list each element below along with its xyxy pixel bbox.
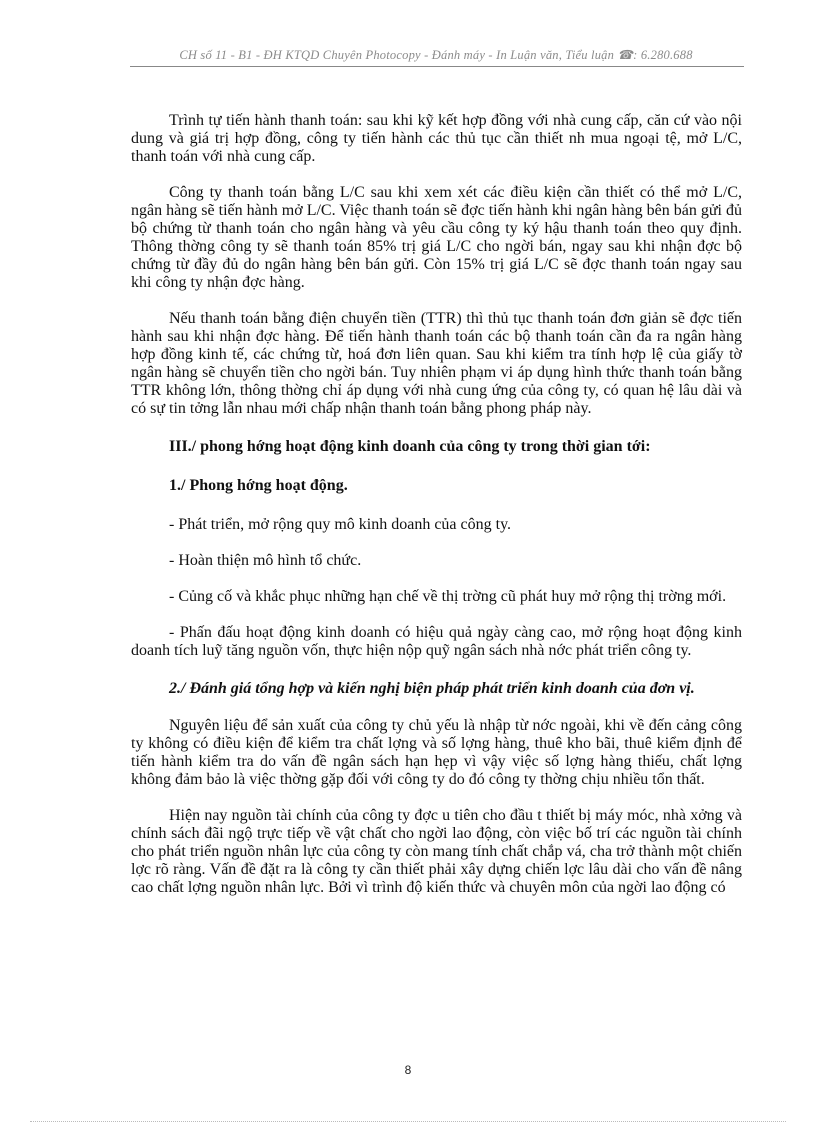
header-rule (130, 66, 744, 67)
document-body (131, 112, 742, 897)
paragraph-materials: Nguyên liệu để sản xuất của công ty chủ yếu là nhập từ nớc ngoài, khi về đến cảng công ty không có điều kiện để kiểm tra chất lợng và số lợng hàng, thuê kho bãi, thuê kiểm định để tiến hành kiểm tra do vấn đề ngân sách hạn hẹp vì vậy việc số lợng hàng thiếu, chất lợng không đảm bảo là việc thờng gặp đối với công ty do đó công ty thờng chịu nhiều tổn thất. (131, 717, 742, 788)
paragraph-finance: Hiện nay nguồn tài chính của công ty đợc u tiên cho đầu t thiết bị máy móc, nhà xởng và chính sách đãi ngộ trực tiếp về vật chất cho ngời lao động, còn việc bố trí các nguồn tài chính cho phát triển nguồn nhân lực của công ty còn mang tính chất chắp vá, cha trở thành một chiến lợc rõ ràng. Vấn đề đặt ra là công ty cần thiết phải xây dựng chiến lợc lâu dài cho vấn đề nâng cao chất lợng nguồn nhân lực. Bởi vì trình độ kiến thức và chuyên môn của ngời lao động có (131, 807, 742, 896)
list-item-market: - Củng cố và khắc phục những hạn chế về thị trờng cũ phát huy mở rộng thị trờng mới. (169, 588, 727, 605)
subsection-heading-2: 2./ Đánh giá tổng hợp và kiến nghị biện pháp phát triển kinh doanh của đơn vị. (169, 680, 695, 697)
paragraph-payment-procedure: Trình tự tiến hành thanh toán: sau khi kỹ kết hợp đồng với nhà cung cấp, căn cứ vào nội dung và giá trị hợp đồng, công ty tiến hành các thủ tục cần thiết nh mua ngoại tệ, mở L/C, thanh toán với nhà cung cấp. (131, 112, 742, 165)
list-item-organization: - Hoàn thiện mô hình tổ chức. (169, 552, 362, 569)
paragraph-ttr-payment: Nếu thanh toán bằng điện chuyển tiền (TTR) thì thủ tục thanh toán đơn giản sẽ đợc tiến hành sau khi nhận đợc hàng. Để tiến hành thanh toán các bộ thanh toán cần đa ra ngân hàng hợp đồng kinh tế, các chứng từ, hoá đơn liên quan. Sau khi kiểm tra tính hợp lệ của giấy tờ ngân hàng sẽ chuyển tiền cho ngời bán. Tuy nhiên phạm vi áp dụng hình thức thanh toán bằng TTR không lớn, thông thờng chỉ áp dụng với nhà cung ứng của công ty, có quan hệ lâu dài và có sự tin tởng lẫn nhau mới chấp nhận thanh toán bằng phong pháp này. (131, 310, 742, 417)
page-bottom-border (30, 1121, 786, 1122)
list-item-expand: - Phát triển, mở rộng quy mô kinh doanh của công ty. (169, 516, 512, 533)
page-header: CH số 11 - B1 - ĐH KTQD Chuyên Photocopy - Đánh máy - In Luận văn, Tiểu luận ☎: 6.280.688 (179, 48, 693, 62)
paragraph-lc-payment: Công ty thanh toán bằng L/C sau khi xem xét các điều kiện cần thiết có thể mở L/C, ngân hàng sẽ tiến hành mở L/C. Việc thanh toán sẽ đợc tiến hành khi ngân hàng bên bán gửi đủ bộ chứng từ thanh toán cho ngân hàng và yêu cầu công ty ký hậu thanh toán theo quy định. Thông thờng công ty sẽ thanh toán 85% trị giá L/C cho ngời bán, ngay sau khi nhận đợc bộ chứng từ đầy đủ do ngân hàng bên bán gửi. Còn 15% trị giá L/C sẽ đợc thanh toán ngay sau khi công ty nhận đợc hàng. (131, 184, 742, 291)
list-item-efficiency: - Phấn đấu hoạt động kinh doanh có hiệu quả ngày càng cao, mở rộng hoạt động kinh doanh tích luỹ tăng nguồn vốn, thực hiện nộp quỹ ngân sách nhà nớc phát triển công ty. (131, 624, 742, 659)
subsection-heading-1: 1./ Phong hớng hoạt động. (169, 477, 348, 494)
section-heading-iii: III./ phong hớng hoạt động kinh doanh của công ty trong thời gian tới: (169, 438, 651, 455)
page-number: 8 (404, 1063, 412, 1077)
